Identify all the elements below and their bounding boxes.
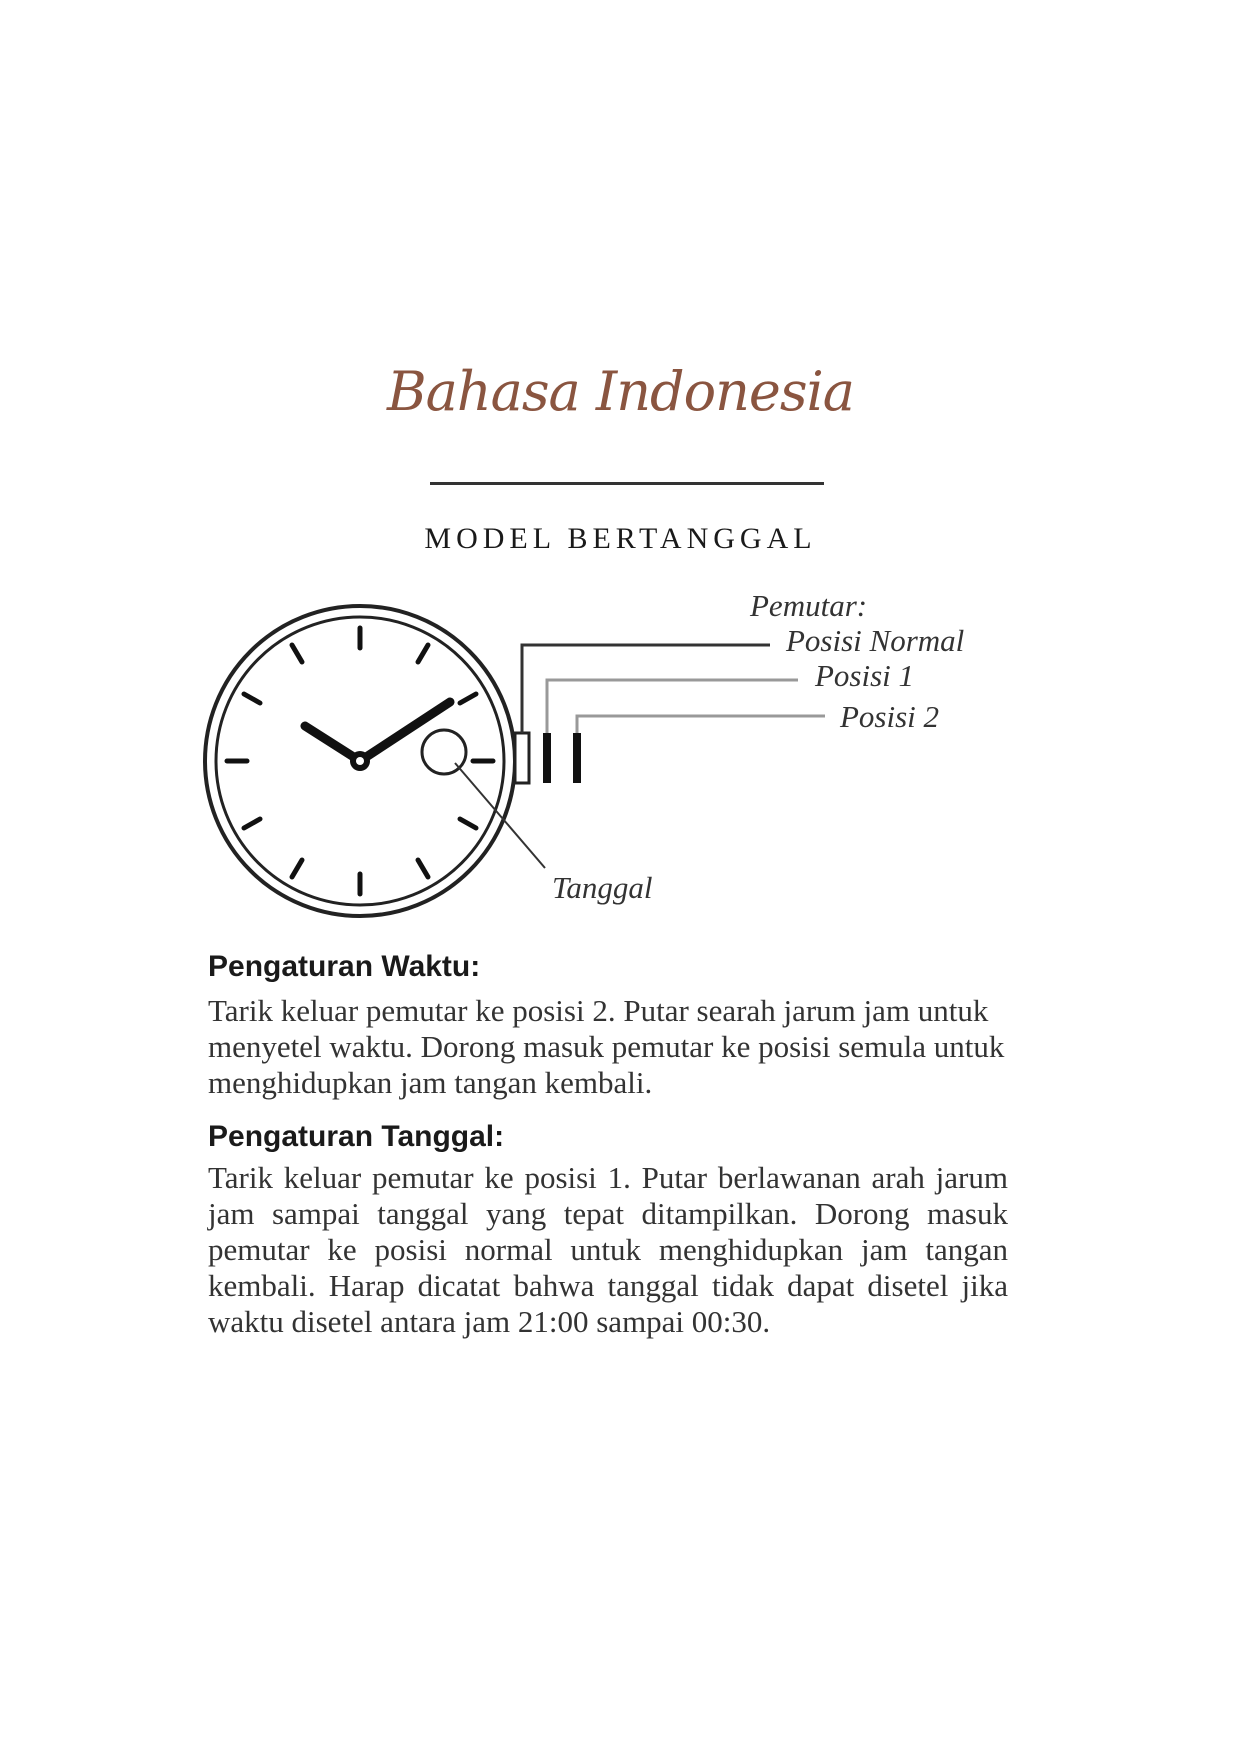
crown-label: Pemutar: [750, 588, 868, 623]
section-title: MODEL BERTANGGAL [424, 522, 817, 555]
position-2-label: Posisi 2 [840, 699, 940, 734]
leader-normal [522, 645, 770, 733]
crown-position-2-mark [573, 733, 581, 783]
position-normal-label: Posisi Normal [786, 623, 965, 658]
crown [515, 733, 529, 783]
date-setting-heading: Pengaturan Tanggal: [208, 1120, 505, 1153]
leader-position-1 [547, 680, 798, 733]
language-title: Bahasa Indonesia [386, 360, 855, 423]
crown-position-1-mark [543, 733, 551, 783]
position-1-label: Posisi 1 [815, 658, 915, 693]
time-setting-text: Tarik keluar pemutar ke posisi 2. Putar searah jarum jam untuk menyetel waktu. Dorong masuk pemutar ke posisi semula untuk menghidupkan jam tangan kembali. [208, 993, 1005, 1100]
leader-date [455, 763, 545, 868]
leader-position-2 [577, 716, 825, 733]
time-setting-heading: Pengaturan Waktu: [208, 950, 481, 983]
date-label: Tanggal [552, 870, 653, 905]
date-setting-text: Tarik keluar pemutar ke posisi 1. Putar berlawanan arah jarum jam sampai tanggal yang tepat ditampilkan. Dorong masuk pemutar ke posisi normal untuk menghidupkan jam tangan kembali. Harap dicatat bahwa tanggal tidak dapat disetel jika waktu disetel antara jam 21:00 sampai 00:30. [208, 1160, 1008, 1339]
